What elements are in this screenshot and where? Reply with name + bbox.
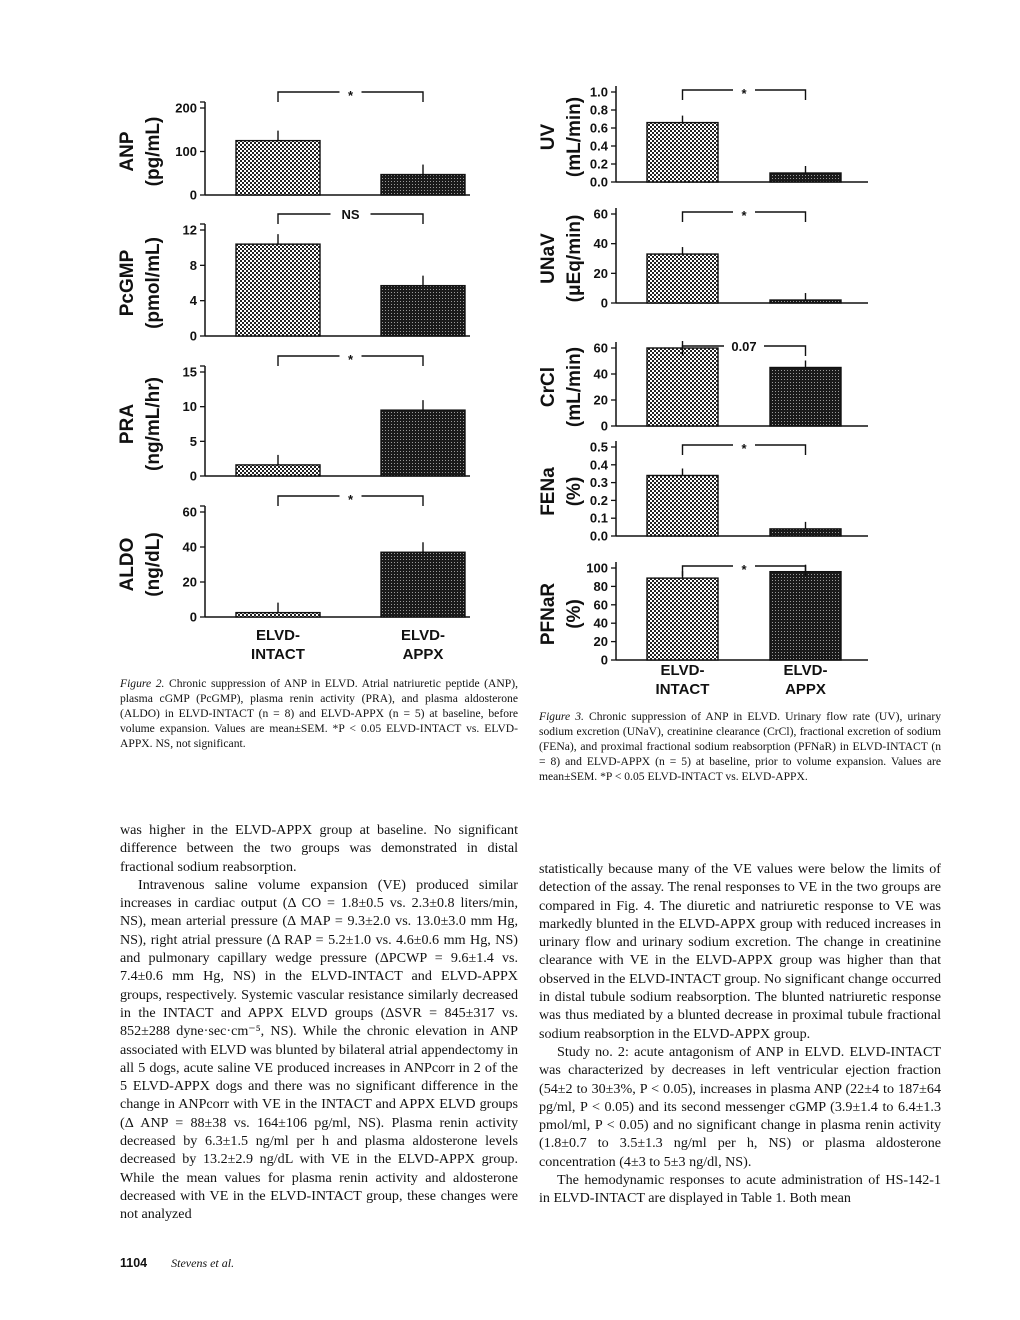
significance-label: * [347, 88, 354, 103]
group-label: APPX [785, 681, 826, 698]
panel-pra [117, 352, 470, 484]
significance-label: NS [341, 207, 360, 222]
figure-3-label: Figure 3. [539, 710, 584, 723]
y-tick-label: 40 [593, 615, 608, 631]
y-tick-label: 0.2 [589, 492, 608, 508]
bar-elvd-appx [381, 552, 465, 617]
y-tick-label: 0 [600, 652, 608, 668]
right-text-column [539, 860, 941, 1208]
significance-bracket [278, 496, 340, 506]
bar-elvd-intact [647, 254, 718, 303]
significance-bracket [683, 566, 734, 576]
panel-aldo [117, 492, 470, 625]
y-tick-label: 20 [593, 265, 608, 281]
significance-bracket [755, 445, 806, 455]
y-axis-label: ANP [117, 131, 138, 172]
y-axis-unit: (pmol/mL) [143, 237, 164, 329]
y-tick-label: 100 [175, 144, 197, 159]
significance-bracket [764, 346, 806, 356]
significance-bracket [755, 90, 806, 100]
significance-label: * [741, 441, 747, 456]
significance-label: * [741, 208, 747, 223]
bar-elvd-appx [770, 572, 841, 660]
group-label: INTACT [655, 681, 710, 698]
significance-bracket [362, 92, 424, 102]
y-tick-label: 0 [189, 468, 197, 484]
y-tick-label: 0.0 [589, 174, 608, 190]
y-tick-label: 12 [182, 222, 197, 238]
y-tick-label: 0.0 [589, 528, 608, 544]
figure-3-chart [538, 85, 868, 699]
y-tick-label: 0.6 [589, 120, 608, 136]
page-number: 1104 [120, 1256, 148, 1270]
bar-elvd-appx [381, 410, 465, 476]
significance-label: * [741, 562, 747, 577]
bar-elvd-intact [236, 244, 320, 336]
y-axis-unit: (mL/min) [564, 346, 585, 428]
y-tick-label: 80 [593, 578, 608, 594]
y-axis-label: PFNaR [538, 582, 559, 646]
y-tick-label: 0 [600, 418, 608, 434]
y-tick-label: 0.4 [589, 138, 608, 154]
y-tick-label: 60 [593, 206, 608, 222]
bar-elvd-appx [770, 529, 841, 536]
y-axis-unit: (ng/dL) [143, 532, 164, 597]
y-axis-label: CrCl [538, 366, 559, 408]
panel-uv [538, 85, 868, 190]
bar-elvd-appx [381, 175, 465, 195]
y-axis-unit: (mL/min) [564, 96, 585, 178]
group-label: ELVD- [256, 627, 300, 644]
bar-elvd-intact [647, 578, 718, 660]
y-tick-label: 0 [189, 328, 197, 344]
y-tick-label: 60 [593, 597, 608, 613]
significance-bracket [278, 356, 340, 366]
significance-bracket [278, 214, 331, 224]
significance-bracket [371, 214, 424, 224]
y-axis-label: UNaV [538, 233, 559, 284]
y-tick-label: 100 [586, 560, 608, 576]
significance-bracket [362, 356, 424, 366]
bar-elvd-intact [236, 465, 320, 476]
y-axis-label: PRA [117, 403, 138, 445]
figure-2-caption-text: Chronic suppression of ANP in ELVD. Atrial natriuretic peptide (ANP), plasma cGMP (PcGMP), plasma renin activity (PRA), and plasma aldosterone (ALDO) in ELVD-INTACT (n = 8) and ELVD-APPX (n = 5) at baseline, before volume expansion. Values are mean±SEM. *P < 0.05 ELVD-INTACT vs. ELVD-APPX. NS, not significant. [120, 677, 518, 750]
group-label: ELVD- [660, 662, 705, 679]
group-label: APPX [402, 646, 444, 663]
panel-pfnar [538, 561, 868, 668]
y-axis-unit: (%) [564, 476, 585, 507]
y-tick-label: 0.2 [589, 156, 608, 172]
paragraph: The hemodynamic responses to acute administration of HS-142-1 in ELVD-INTACT are displayed in Table 1. Both mean [539, 1172, 941, 1207]
significance-bracket [755, 212, 806, 222]
figure-2-label: Figure 2. [120, 677, 165, 690]
bar-elvd-appx [770, 173, 841, 182]
y-axis-label: FENa [538, 467, 559, 516]
figure-2-caption [120, 676, 518, 751]
bar-elvd-appx [381, 286, 465, 336]
y-axis-label: UV [538, 123, 559, 151]
y-tick-label: 40 [593, 236, 608, 252]
bar-elvd-appx [770, 368, 841, 427]
y-tick-label: 20 [182, 574, 197, 590]
y-axis-unit: (ng/mL/hr) [143, 377, 164, 471]
y-tick-label: 1.0 [589, 84, 608, 100]
y-tick-label: 0.4 [589, 457, 608, 473]
y-tick-label: 60 [182, 504, 197, 520]
y-tick-label: 20 [593, 392, 608, 408]
significance-label: * [347, 492, 354, 507]
y-tick-label: 4 [189, 293, 197, 309]
y-axis-unit: (μEq/min) [564, 214, 585, 303]
significance-label: 0.07 [731, 339, 757, 354]
significance-label: * [741, 86, 747, 101]
significance-bracket [683, 90, 734, 100]
y-axis-label: ALDO [117, 537, 138, 592]
paragraph: was higher in the ELVD-APPX group at baseline. No significant difference between the two groups was demonstrated in distal fractional sodium reabsorption. [120, 822, 518, 875]
y-tick-label: 0.3 [589, 475, 608, 491]
bar-elvd-intact [647, 475, 718, 536]
panel-fena [538, 440, 868, 544]
y-axis-unit: (%) [564, 599, 585, 629]
y-tick-label: 0.8 [589, 102, 608, 118]
y-tick-label: 60 [593, 340, 608, 356]
group-label: ELVD- [783, 662, 828, 679]
bar-elvd-appx [770, 300, 841, 303]
y-tick-label: 40 [182, 539, 197, 555]
figure-3-caption [539, 709, 941, 784]
paragraph: Study no. 2: acute antagonism of ANP in ELVD. ELVD-INTACT was characterized by decreases in left ventricular ejection fraction (54±2 to 30±3%, P < 0.05), increases in plasma ANP (22±4 to 187±64 pg/ml, P < 0.05) and its second messenger cGMP (3.9±1.4 to 6.4±1.3 pmol/ml, P < 0.05) and no significant change in plasma renin activity (1.8±0.7 to 3.5±1.3 ng/ml per h, NS) or plasma aldosterone concentration (4±3 to 5±3 ng/dl, NS). [539, 1043, 941, 1170]
y-tick-label: 5 [189, 433, 197, 449]
paragraph: statistically because many of the VE values were below the limits of detection of the assay. The renal responses to VE in the two groups are compared in Fig. 4. The diuretic and natriuretic response to VE was markedly blunted in the ELVD-APPX group with reduced increases in urinary flow and urinary sodium excretion. The change in creatinine clearance with VE in the ELVD-APPX group was higher than that observed in the ELVD-INTACT group. No significant change occurred in distal tubule sodium reabsorption. The blunted natriuretic response was thus mediated by a blunted decrease in proximal tubule fractional sodium reabsorption in the ELVD-APPX group. [539, 861, 941, 1042]
bar-elvd-intact [236, 613, 320, 617]
y-tick-label: 10 [182, 399, 197, 415]
y-tick-label: 0 [189, 609, 197, 625]
page-footer [120, 1256, 234, 1271]
group-label: ELVD- [401, 627, 445, 644]
significance-bracket [278, 92, 340, 102]
y-tick-label: 8 [189, 257, 197, 273]
y-tick-label: 0.1 [589, 510, 608, 526]
y-tick-label: 0.5 [589, 439, 608, 455]
bar-elvd-intact [236, 141, 320, 195]
bar-elvd-intact [647, 123, 718, 182]
panel-pcgmp [117, 207, 470, 344]
significance-bracket [362, 496, 424, 506]
y-tick-label: 0 [600, 295, 608, 311]
bar-elvd-intact [647, 348, 718, 426]
panel-crcl [538, 339, 868, 434]
figure-2-chart [117, 88, 470, 663]
y-axis-unit: (pg/mL) [143, 116, 164, 187]
y-tick-label: 0 [189, 187, 197, 203]
y-axis-label: PcGMP [117, 249, 138, 317]
significance-bracket [683, 212, 734, 222]
significance-label: * [347, 352, 354, 367]
paragraph: Intravenous saline volume expansion (VE) produced similar increases in cardiac output (Δ CO = 1.8±0.5 vs. 2.3±0.8 liters/min, NS), mean arterial pressure (Δ MAP = 9.3±2.0 vs. 13.0±3.0 mm Hg, NS), right atrial pressure (Δ RAP = 5.2±1.0 vs. 4.6±0.6 mm Hg, NS) and pulmonary capillary wedge pressure (ΔPCWP = 9.6±1.4 vs. 7.4±0.6 mm Hg, NS) in the ELVD-INTACT and ELVD-APPX groups, respectively. Systemic vascular resistance similarly decreased in the INTACT and APPX ELVD groups (ΔSVR = 845±317 vs. 852±288 dyne·sec·cm⁻⁵, NS). While the chronic elevation in ANP associated with ELVD was blunted by bilateral atrial appendectomy in all 5 dogs, acute saline VE produced increases in ANPcorr in 2 of the 5 ELVD-APPX dogs and there was no significant difference in the change in ANPcorr with VE in the INTACT and APPX ELVD groups (Δ ANP = 88±38 vs. 164±106 pg/ml, NS). Plasma renin activity decreased by 6.3±1.5 ng/ml per h and plasma aldosterone levels decreased by 13.2±2.9 ng/dL with VE in the ELVD-APPX group. While the mean values for plasma renin activity and aldosterone decreased with VE in the ELVD-INTACT group, these changes were not analyzed [120, 876, 518, 1223]
y-tick-label: 15 [182, 364, 197, 380]
y-tick-label: 40 [593, 366, 608, 382]
y-tick-label: 200 [175, 100, 197, 116]
group-label: INTACT [251, 646, 305, 663]
significance-bracket [683, 445, 734, 455]
left-text-column [120, 821, 518, 1224]
panel-unav [538, 207, 868, 311]
y-tick-label: 20 [593, 634, 608, 650]
figure-3-caption-text: Chronic suppression of ANP in ELVD. Urinary flow rate (UV), urinary sodium excretion (UNaV), creatinine clearance (CrCl), fractional excretion of sodium (FENa), and proximal fractional sodium reabsorption (PFNaR) in ELVD-INTACT (n = 8) and ELVD-APPX (n = 5) at baseline, prior to volume expansion. Values are mean±SEM. *P < 0.05 ELVD-INTACT vs. ELVD-APPX. [539, 710, 941, 783]
panel-anp [117, 88, 470, 203]
running-author: Stevens et al. [171, 1256, 235, 1270]
